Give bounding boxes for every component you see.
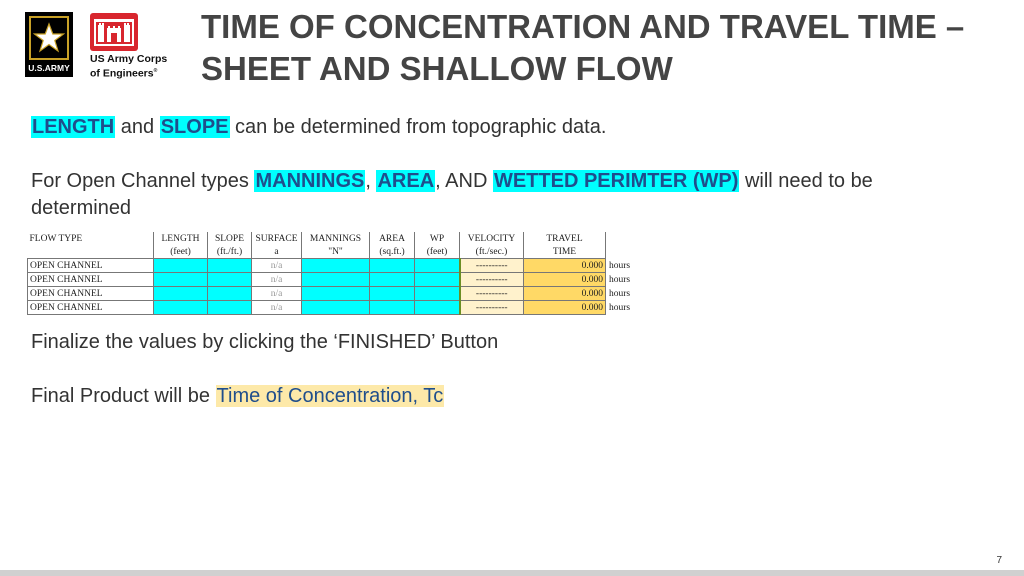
length-highlight: LENGTH (32, 116, 115, 138)
open-channel-table (27, 232, 651, 315)
table-row (28, 259, 651, 273)
velocity-cell: ---------- (460, 259, 524, 273)
velocity-cell: ---------- (460, 273, 524, 287)
mannings-highlight: MANNINGS (255, 170, 365, 192)
travel-time-unit: hours (609, 260, 631, 271)
paragraph-length-slope: LENGTH and SLOPE can be determined from topographic data. (32, 116, 607, 138)
slope-input-cell[interactable] (208, 259, 252, 273)
header-travel: TRAVEL (524, 232, 606, 245)
subheader-wp: (feet) (415, 245, 460, 259)
area-input-cell[interactable] (370, 301, 415, 315)
mannings-input-cell[interactable] (302, 259, 370, 273)
subheader-velocity: (ft./sec.) (460, 245, 524, 259)
travel-time-unit: hours (609, 302, 631, 313)
title-line-1: TIME OF CONCENTRATION AND TRAVEL TIME – (201, 8, 965, 45)
length-input-cell[interactable] (154, 287, 208, 301)
area-input-cell[interactable] (370, 273, 415, 287)
slope-input-cell[interactable] (208, 273, 252, 287)
header-length: LENGTH (154, 232, 208, 245)
length-input-cell[interactable] (154, 273, 208, 287)
subheader-length: (feet) (154, 245, 208, 259)
travel-time-cell: 0.000 (524, 287, 606, 301)
army-logo-text: U.S.ARMY (28, 63, 70, 73)
velocity-cell: ---------- (460, 301, 524, 315)
subheader-slope: (ft./ft.) (208, 245, 252, 259)
flow-type-cell: OPEN CHANNEL (28, 301, 154, 315)
slope-input-cell[interactable] (208, 301, 252, 315)
table-subheader-row (28, 245, 651, 259)
subheader-surface: a (252, 245, 302, 259)
usace-line-1: US Army Corps (90, 53, 168, 65)
flow-type-cell: OPEN CHANNEL (28, 287, 154, 301)
header-area: AREA (370, 232, 415, 245)
usace-castle-logo-icon (90, 13, 138, 51)
usace-line-2: of Engineers® (90, 67, 158, 80)
mannings-input-cell[interactable] (302, 287, 370, 301)
subheader-area: (sq.ft.) (370, 245, 415, 259)
us-army-logo (25, 12, 73, 77)
header-mannings: MANNINGS (302, 232, 370, 245)
travel-time-cell: 0.000 (524, 273, 606, 287)
velocity-cell: ---------- (460, 287, 524, 301)
table-row (28, 273, 651, 287)
paragraph-final-product: Final Product will be Time of Concentration, Tc (31, 385, 444, 407)
bottom-bar (0, 570, 1024, 576)
title-line-2: SHEET AND SHALLOW FLOW (201, 50, 673, 87)
mannings-input-cell[interactable] (302, 301, 370, 315)
subheader-flow-type (28, 245, 154, 259)
slope-input-cell[interactable] (208, 287, 252, 301)
subheader-mannings: "N" (302, 245, 370, 259)
surface-cell: n/a (252, 301, 302, 315)
page-number: 7 (996, 555, 1002, 566)
wp-input-cell[interactable] (415, 287, 460, 301)
header-flow-type: FLOW TYPE (28, 232, 154, 245)
paragraph-finalize: Finalize the values by clicking the ‘FINISHED’ Button (31, 331, 499, 353)
length-input-cell[interactable] (154, 301, 208, 315)
table-row (28, 287, 651, 301)
flow-type-cell: OPEN CHANNEL (28, 273, 154, 287)
area-input-cell[interactable] (370, 287, 415, 301)
travel-time-unit: hours (609, 274, 631, 285)
surface-cell: n/a (252, 287, 302, 301)
travel-time-cell: 0.000 (524, 301, 606, 315)
wp-input-cell[interactable] (415, 301, 460, 315)
paragraph-open-channel: For Open Channel types MANNINGS, AREA, AND WETTED PERIMTER (WP) will need to be determined (31, 170, 873, 219)
table-header-row (28, 232, 651, 245)
wp-input-cell[interactable] (415, 259, 460, 273)
travel-time-unit: hours (609, 288, 631, 299)
wp-input-cell[interactable] (415, 273, 460, 287)
flow-type-cell: OPEN CHANNEL (28, 259, 154, 273)
subheader-travel-time: TIME (524, 245, 606, 259)
surface-cell: n/a (252, 259, 302, 273)
header-surface: SURFACE (252, 232, 302, 245)
usace-logo-text (90, 53, 167, 80)
header-slope: SLOPE (208, 232, 252, 245)
army-star-icon (29, 16, 69, 60)
area-input-cell[interactable] (370, 259, 415, 273)
travel-time-cell: 0.000 (524, 259, 606, 273)
header-wp: WP (415, 232, 460, 245)
time-of-concentration-highlight: Time of Concentration, Tc (216, 385, 444, 407)
length-input-cell[interactable] (154, 259, 208, 273)
table-row (28, 301, 651, 315)
header-velocity: VELOCITY (460, 232, 524, 245)
wetted-perimeter-highlight: WETTED PERIMTER (WP) (493, 170, 739, 192)
slope-highlight: SLOPE (160, 116, 229, 138)
area-highlight: AREA (377, 170, 435, 192)
slide-title (201, 6, 1001, 90)
surface-cell: n/a (252, 273, 302, 287)
mannings-input-cell[interactable] (302, 273, 370, 287)
